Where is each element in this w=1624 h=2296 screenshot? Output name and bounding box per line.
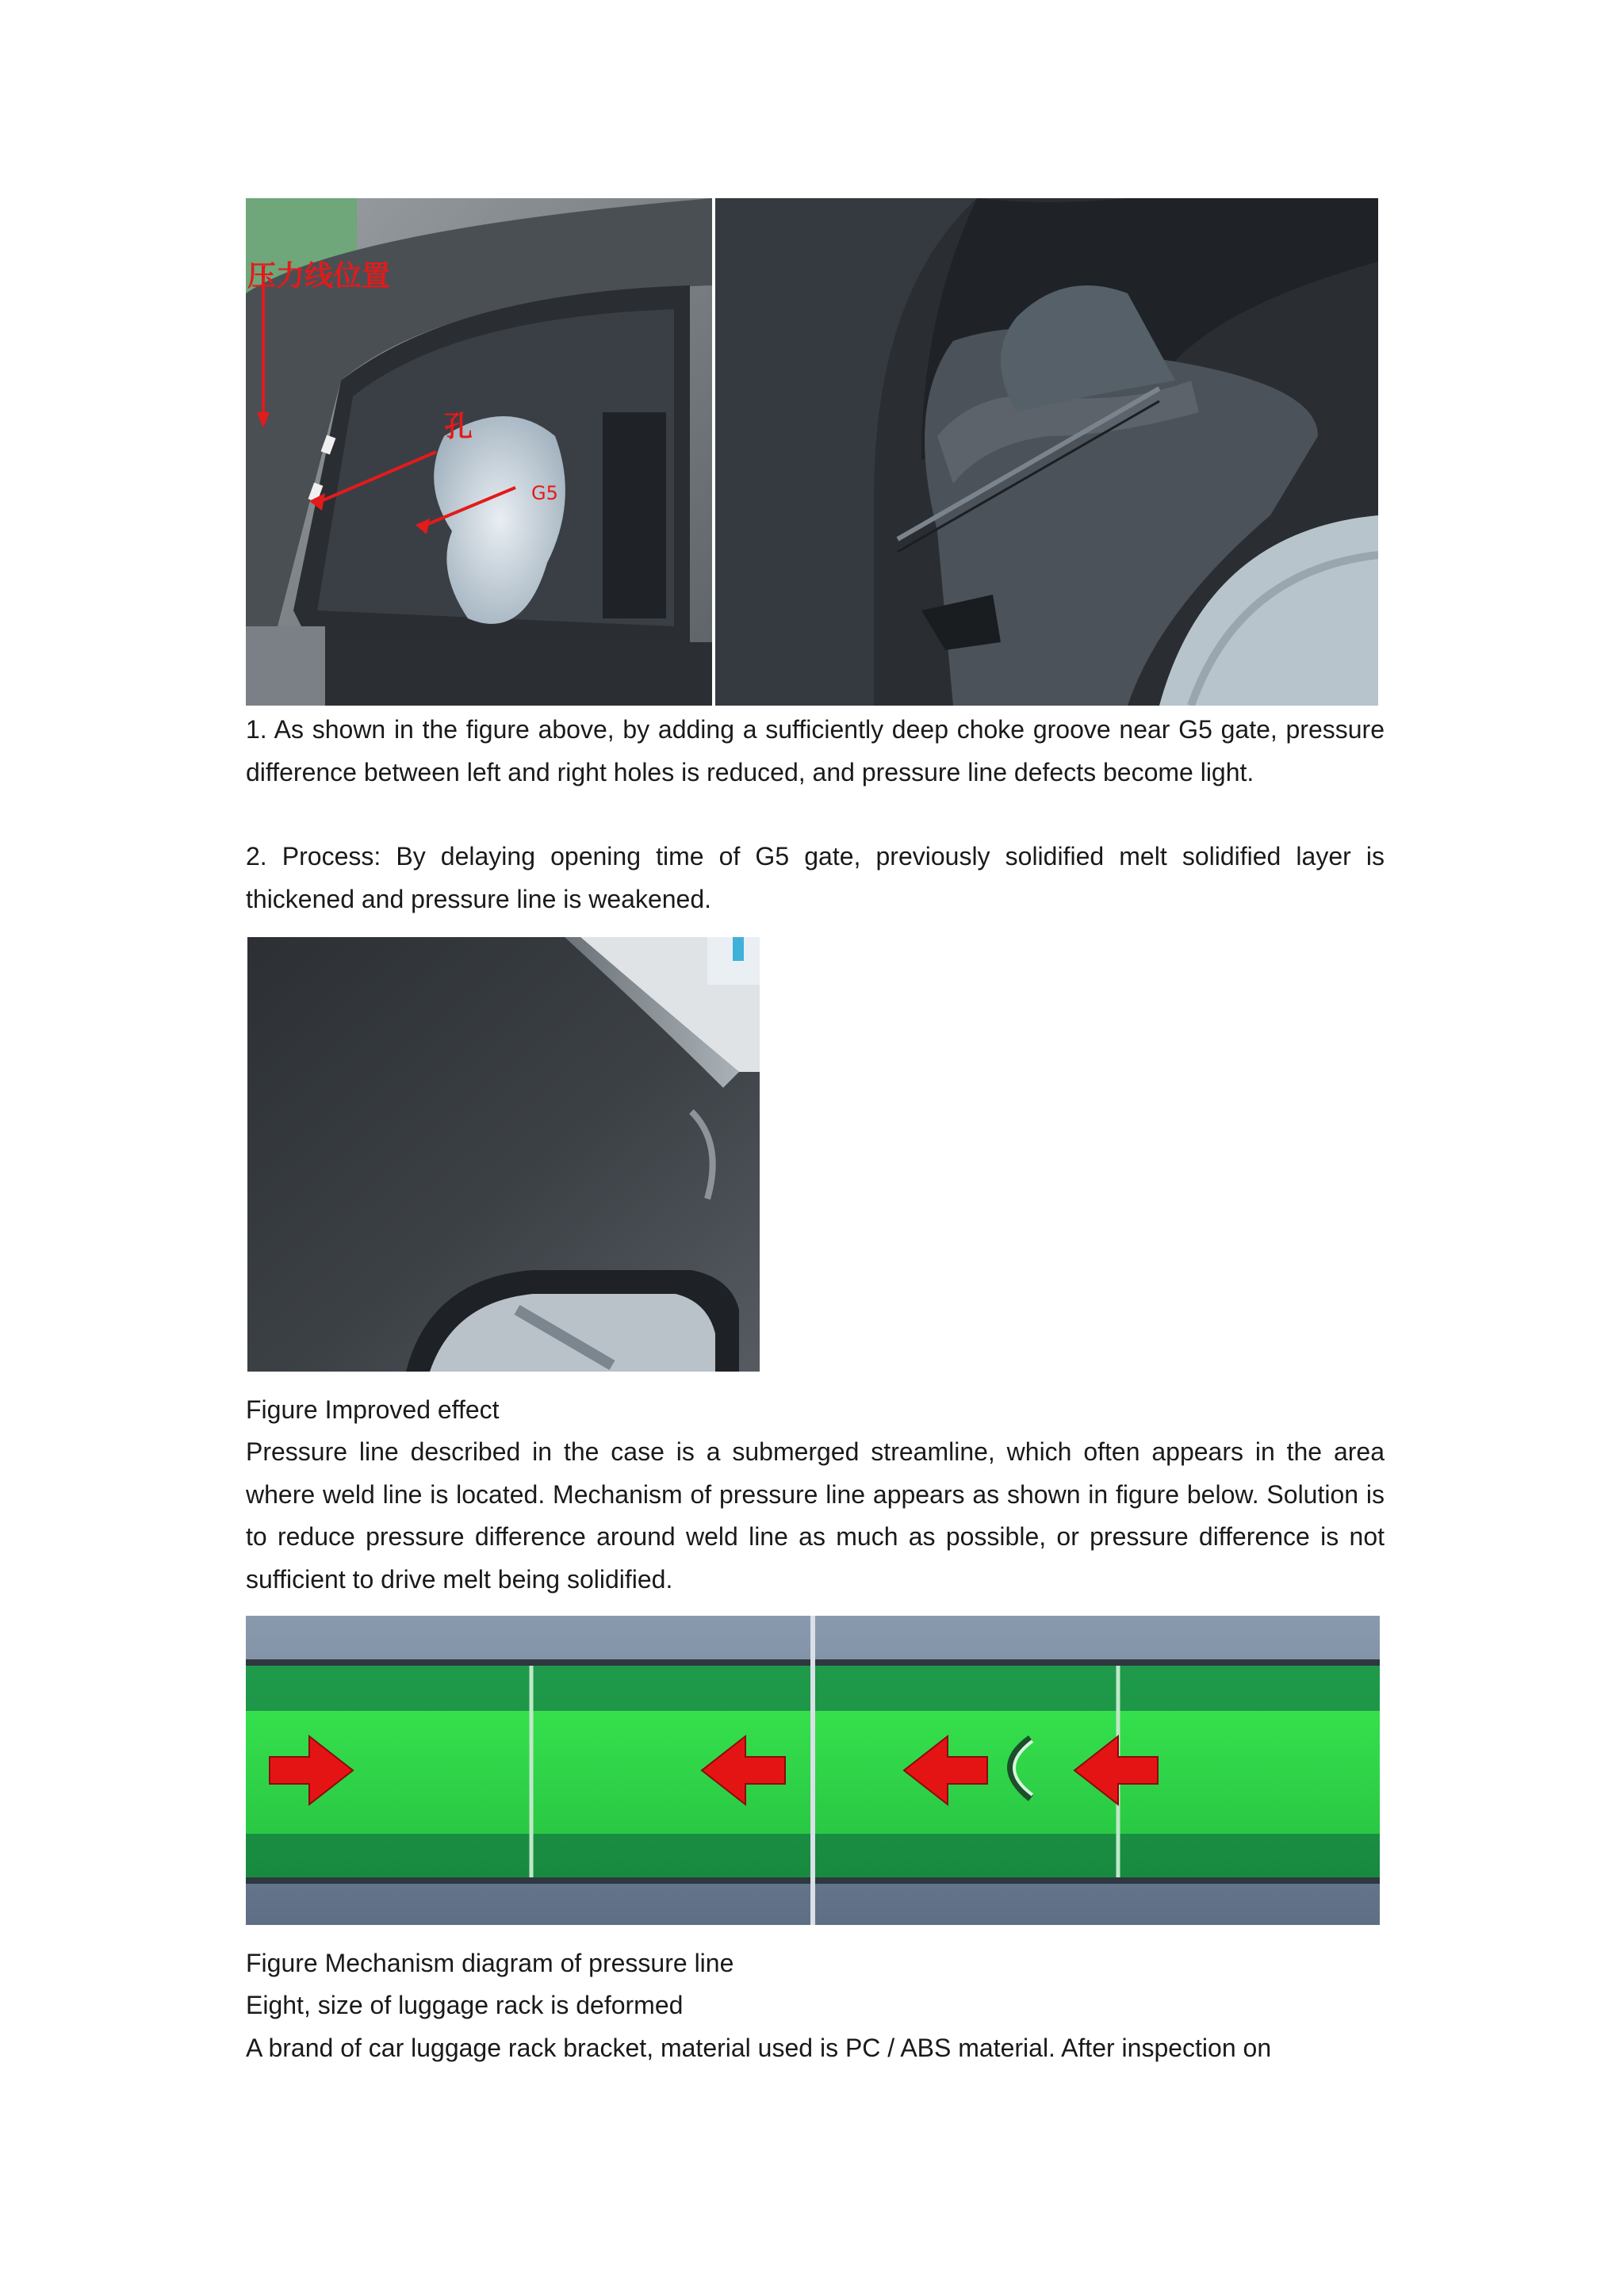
caption-improved-effect: Figure Improved effect xyxy=(246,1395,500,1424)
paragraph-choke-groove: 1. As shown in the figure above, by adding a sufficiently deep choke groove near G5 gate, pressure difference between left and right holes is reduced, and pressure line defects become light. xyxy=(246,715,1385,786)
pressure-line-position-label: 压力线位置 xyxy=(247,260,391,293)
paragraph-process: 2. Process: By delaying opening time of G5 gate, previously solidified melt solidified layer is thickened and pressure line is weakened. xyxy=(246,842,1385,913)
paragraph-luggage-rack: A brand of car luggage rack bracket, material used is PC / ABS material. After inspection on xyxy=(246,2034,1272,2062)
photo-choke-groove-closeup xyxy=(715,198,1378,706)
caption-mechanism: Figure Mechanism diagram of pressure line xyxy=(246,1949,734,1977)
photo-mirror-cover-annotated xyxy=(246,198,712,706)
photo-improved-effect xyxy=(247,937,760,1372)
hole-label: 孔 xyxy=(444,411,473,443)
paragraph-pressure-line-mechanism: Pressure line described in the case is a submerged streamline, which often appears in the area where weld line is located. Mechanism of pressure line appears as shown in figure below. Solution is to reduce pressure difference around weld line as much as possible, or pressure difference is not sufficient to drive melt being solidified. xyxy=(246,1437,1385,1594)
section-heading-luggage-rack: Eight, size of luggage rack is deformed xyxy=(246,1991,684,2019)
diagram-pressure-line-mechanism xyxy=(246,1616,1380,1925)
gate-label: G5 xyxy=(531,482,558,504)
